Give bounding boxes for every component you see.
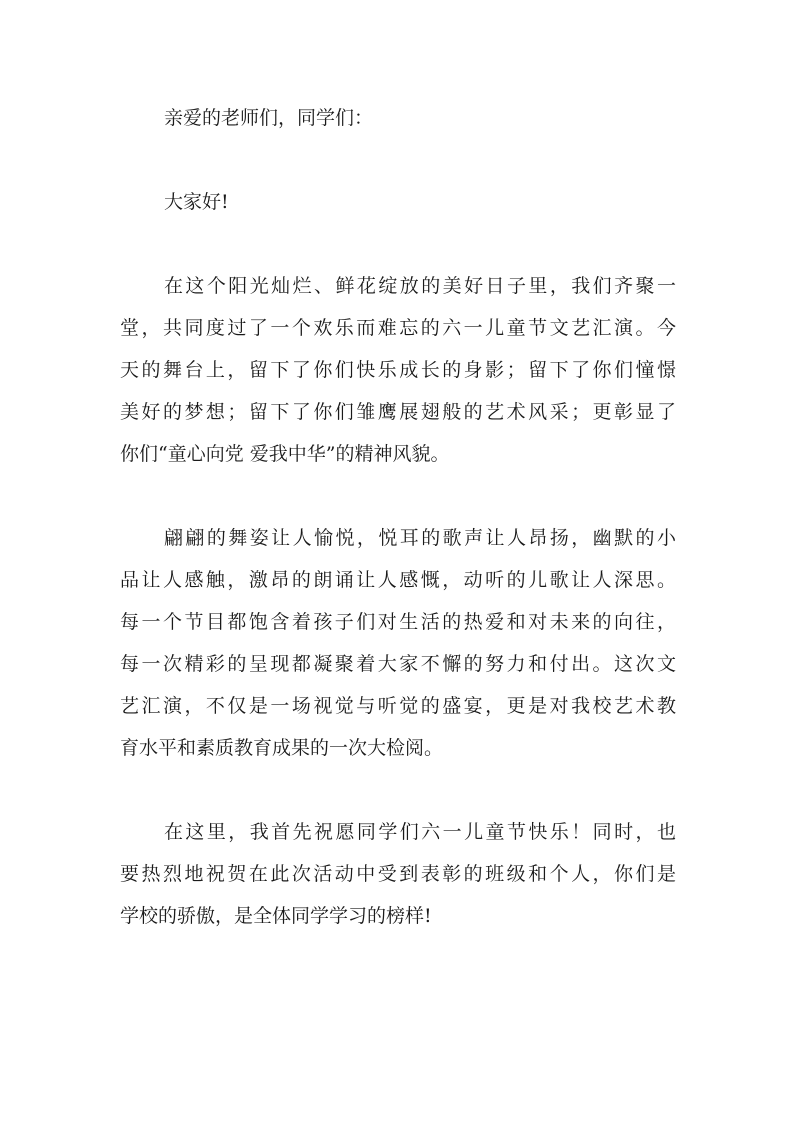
paragraph [120,181,676,223]
text-line: 大家好! [164,191,229,213]
text-line: 品让人感触，激昂的朗诵让人感慨，动听的儿歌让人深思。 [120,569,676,591]
text-line: 每一个节目都饱含着孩子们对生活的热爱和对未来的向往， [120,611,676,633]
text-line: 亲爱的老师们，同学们： [164,107,374,129]
text-line: 每一次精彩的呈现都凝聚着大家不懈的努力和付出。这次文 [120,653,676,675]
text-line: 你们“童心向党 爱我中华”的精神风貌。 [120,443,450,465]
paragraph [120,265,676,475]
text-line: 学校的骄傲，是全体同学学习的榜样! [120,905,432,927]
text-line: 在这里，我首先祝愿同学们六一儿童节快乐！同时，也 [164,821,676,843]
text-line: 堂，共同度过了一个欢乐而难忘的六一儿童节文艺汇演。今 [120,317,676,339]
document-body [120,97,676,979]
paragraph [120,811,676,937]
text-line: 在这个阳光灿烂、鲜花绽放的美好日子里，我们齐聚一 [164,275,676,297]
text-line: 天的舞台上，留下了你们快乐成长的身影；留下了你们憧憬 [120,359,676,381]
paragraph [120,97,676,139]
text-line: 翩翩的舞姿让人愉悦，悦耳的歌声让人昂扬，幽默的小 [164,527,676,549]
text-line: 育水平和素质教育成果的一次大检阅。 [120,737,444,759]
paragraph [120,517,676,769]
text-line: 艺汇演，不仅是一场视觉与听觉的盛宴，更是对我校艺术教 [120,695,676,717]
text-line: 美好的梦想；留下了你们雏鹰展翅般的艺术风采；更彰显了 [120,401,676,423]
text-line: 要热烈地祝贺在此次活动中受到表彰的班级和个人，你们是 [120,863,676,885]
